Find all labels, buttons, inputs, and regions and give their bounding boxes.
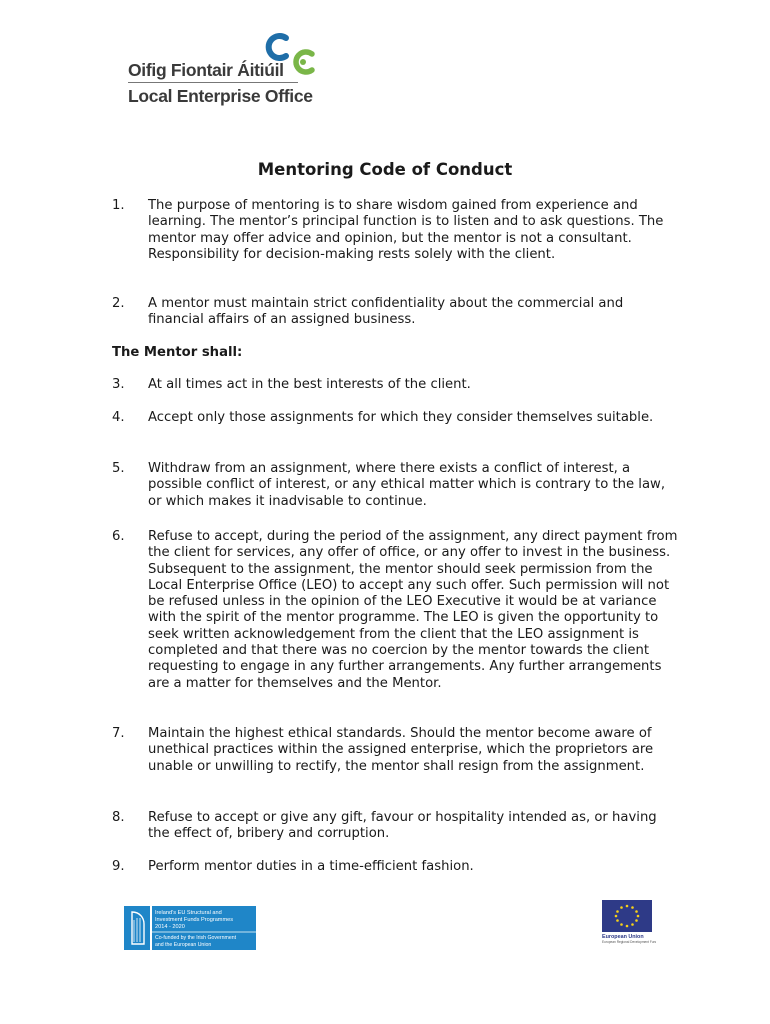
item-text: Accept only those assignments for which they consider themselves suitable. [148, 410, 654, 425]
section-subheading: The Mentor shall: [112, 345, 243, 360]
item-text: At all times act in the best interests of the client. [148, 377, 471, 392]
list-item [112, 726, 682, 775]
list-item [112, 377, 682, 393]
item-text: The purpose of mentoring is to share wisdom gained from experience and learning. The mentor’s principal function is to listen and to ask questions. The mentor may offer advice and opinion, but the mentor is not a consultant. Responsibility for decision-making rests solely with the client. [148, 198, 664, 262]
irish-logo-line1: Ireland’s EU Structural and [155, 910, 222, 916]
european-union-logo [600, 900, 656, 944]
irish-logo-line4: Co-funded by the Irish Government [155, 935, 237, 941]
list-item [112, 410, 682, 426]
item-number: 4. [112, 410, 125, 425]
irish-logo-line2: Investment Funds Programmes [155, 917, 234, 923]
list-item [112, 296, 682, 329]
list-item [112, 198, 682, 263]
item-number: 9. [112, 859, 125, 874]
item-number: 5. [112, 461, 125, 476]
item-text: Refuse to accept, during the period of the assignment, any direct payment from the client for services, any offer of office, or any offer to invest in the business. Subsequent to the assignment, the mentor should seek permission from the Local Enterprise Office (LEO) to accept any such offer. Such permission will not be refused unless in the opinion of the LEO Executive it would be at variance with the spirit of the mentor programme. The LEO is given the opportunity to seek written acknowledgement from the client that the LEO assignment is completed and that there was no coercion by the mentor towards the client requesting to engage in any further arrangements. Any further arrangements are a matter for themselves and the Mentor. [148, 529, 678, 691]
item-number: 3. [112, 377, 125, 392]
item-text: Withdraw from an assignment, where there exists a conflict of interest, a possible conflict of interest, or any ethical matter which is contrary to the law, or which makes it inadvisable to continue. [148, 461, 666, 509]
eu-logo-subtitle: European Regional Development Fund [602, 940, 656, 944]
local-enterprise-office-logo [128, 30, 328, 110]
item-number: 7. [112, 726, 125, 741]
item-text: Refuse to accept or give any gift, favour or hospitality intended as, or having the effect of, bribery and corruption. [148, 810, 657, 842]
item-number: 8. [112, 810, 125, 825]
item-number: 1. [112, 198, 125, 213]
logo-irish-name: Oifig Fiontair Áitiúil [128, 60, 284, 80]
eu-logo-title: European Union [602, 934, 644, 940]
logo-english-name: Local Enterprise Office [128, 86, 313, 106]
item-number: 2. [112, 296, 125, 311]
list-item [112, 461, 682, 510]
item-text: A mentor must maintain strict confidentiality about the commercial and financial affairs of an assigned business. [148, 296, 624, 328]
irish-logo-line3: 2014 - 2020 [155, 924, 185, 930]
item-number: 6. [112, 529, 125, 544]
item-text: Maintain the highest ethical standards. Should the mentor become aware of unethical practices within the assigned enterprise, which the proprietors are unable or unwilling to rectify, the mentor shall resign from the assignment. [148, 726, 654, 774]
item-text: Perform mentor duties in a time-efficient fashion. [148, 859, 474, 874]
list-item [112, 810, 682, 843]
page-title: Mentoring Code of Conduct [257, 160, 513, 179]
list-item [112, 859, 682, 875]
list-item [112, 529, 682, 692]
logo-divider [128, 82, 298, 83]
irish-logo-line5: and the European Union [155, 942, 212, 948]
irish-eu-funds-logo [124, 906, 256, 950]
